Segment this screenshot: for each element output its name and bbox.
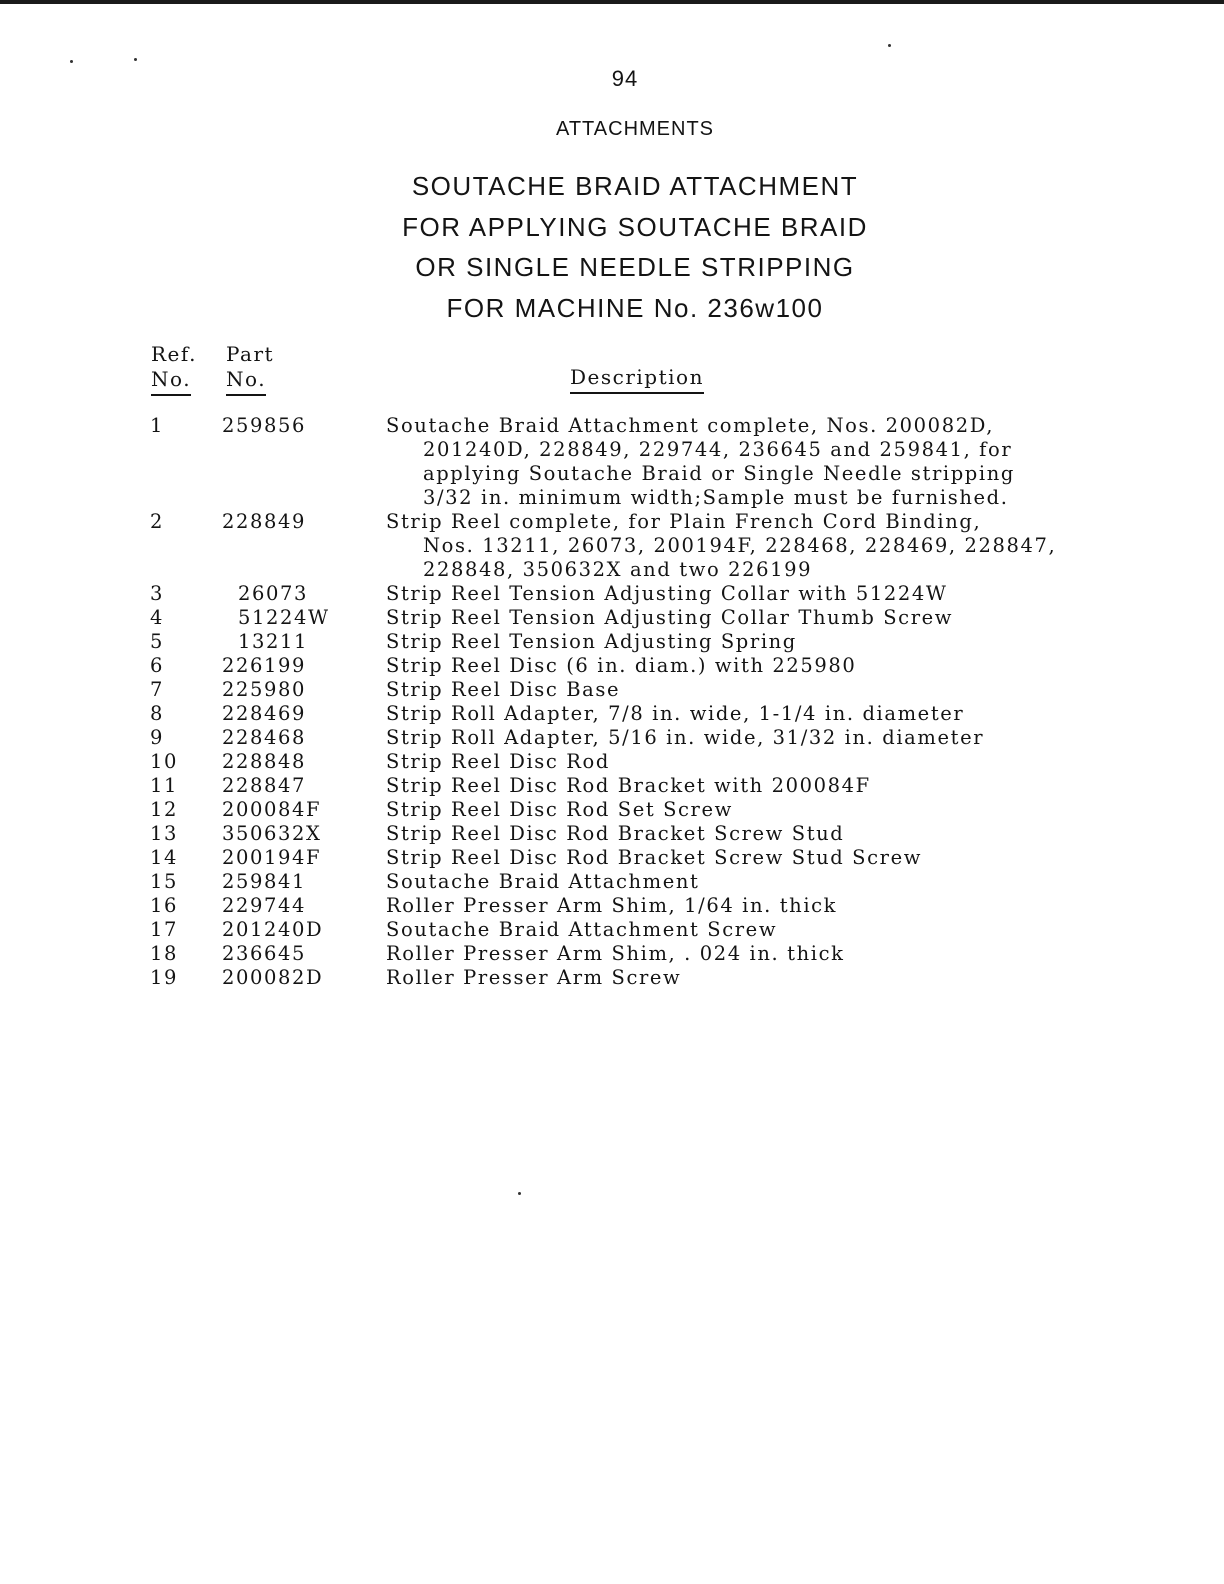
part-description: [386, 894, 1066, 918]
part-number: 225980: [222, 678, 307, 701]
table-row: [0, 918, 1224, 942]
ref-number: 5: [150, 630, 165, 653]
part-description: [386, 654, 1066, 678]
part-description: [386, 678, 1066, 702]
part-description: [386, 942, 1066, 966]
ref-number: 13: [150, 822, 179, 845]
description-line: Strip Roll Adapter, 7/8 in. wide, 1-1/4 in. diameter: [386, 702, 965, 725]
table-row: [0, 726, 1224, 750]
part-number: 228469: [222, 702, 307, 725]
description-line: Roller Presser Arm Screw: [386, 966, 682, 989]
table-row: [0, 414, 1224, 510]
table-row: [0, 630, 1224, 654]
part-description: [386, 822, 1066, 846]
description-line: Roller Presser Arm Shim, . 024 in. thick: [386, 942, 845, 965]
part-header-line2: No.: [226, 367, 266, 396]
part-description: [386, 606, 1066, 630]
ref-number: 15: [150, 870, 179, 893]
ref-number: 6: [150, 654, 165, 677]
ref-number: 10: [150, 750, 179, 773]
ref-number: 14: [150, 846, 179, 869]
description-column-header: [570, 365, 704, 394]
ref-number: 4: [150, 606, 165, 629]
part-number: 259841: [222, 870, 307, 893]
part-number: 201240D: [222, 918, 324, 941]
ref-no-column-header: [151, 342, 197, 396]
description-line: Strip Reel Tension Adjusting Spring: [386, 630, 797, 653]
table-row: [0, 654, 1224, 678]
description-line: Strip Reel Tension Adjusting Collar with 51224W: [386, 582, 948, 605]
ref-number: 7: [150, 678, 165, 701]
ref-number: 17: [150, 918, 179, 941]
title-line: OR SINGLE NEEDLE STRIPPING: [415, 252, 855, 282]
table-row: [0, 750, 1224, 774]
part-number: 236645: [222, 942, 307, 965]
part-description: [386, 414, 1066, 510]
ref-number: 2: [150, 510, 165, 533]
part-number: 228468: [222, 726, 307, 749]
ref-number: 19: [150, 966, 179, 989]
part-description: [386, 510, 1066, 582]
part-description: [386, 846, 1066, 870]
description-line: 201240D, 228849, 229744, 236645 and 259841, for: [423, 438, 1013, 461]
table-row: [0, 798, 1224, 822]
description-line: Strip Reel complete, for Plain French Cord Binding,: [386, 510, 982, 533]
table-row: [0, 966, 1224, 990]
part-number: 200082D: [222, 966, 324, 989]
description-line: Strip Reel Disc (6 in. diam.) with 225980: [386, 654, 857, 677]
part-description: [386, 750, 1066, 774]
part-number: 228847: [222, 774, 307, 797]
part-description: [386, 582, 1066, 606]
table-row: [0, 822, 1224, 846]
description-line: 228848, 350632X and two 226199: [423, 558, 813, 581]
part-number: 228848: [222, 750, 307, 773]
title-block: [330, 166, 940, 328]
page-number: 94: [611, 66, 639, 91]
part-number: 259856: [222, 414, 307, 437]
table-row: [0, 510, 1224, 582]
part-description: [386, 798, 1066, 822]
description-line: Strip Reel Disc Base: [386, 678, 621, 701]
scan-speck: [888, 44, 891, 47]
title-line: FOR MACHINE No. 236w100: [446, 292, 824, 323]
part-number: 229744: [222, 894, 307, 917]
table-row: [0, 582, 1224, 606]
table-row: [0, 702, 1224, 726]
part-number: 226199: [222, 654, 307, 677]
part-number: 350632X: [222, 822, 322, 845]
part-number: 200084F: [222, 798, 322, 821]
part-header-line1: Part: [226, 342, 275, 366]
table-row: [0, 942, 1224, 966]
scan-speck: [70, 60, 73, 63]
ref-number: 9: [150, 726, 165, 749]
table-row: [0, 894, 1224, 918]
scan-speck: [518, 1192, 521, 1195]
description-line: Strip Roll Adapter, 5/16 in. wide, 31/32 in. diameter: [386, 726, 985, 749]
table-row: [0, 774, 1224, 798]
part-description: [386, 918, 1066, 942]
part-description: [386, 870, 1066, 894]
part-no-column-header: [226, 342, 274, 396]
description-line: Roller Presser Arm Shim, 1/64 in. thick: [386, 894, 838, 917]
parts-list: [0, 414, 1224, 990]
description-line: Soutache Braid Attachment: [386, 870, 700, 893]
scan-speck: [134, 58, 137, 61]
part-description: [386, 774, 1066, 798]
description-line: Strip Reel Disc Rod Bracket with 200084F: [386, 774, 871, 797]
title-line: FOR APPLYING SOUTACHE BRAID: [402, 211, 868, 242]
scan-top-edge: [0, 0, 1224, 4]
table-row: [0, 606, 1224, 630]
part-description: [386, 966, 1066, 990]
ref-number: 12: [150, 798, 179, 821]
description-line: Strip Reel Disc Rod Bracket Screw Stud: [386, 822, 845, 845]
ref-number: 1: [150, 414, 165, 437]
part-number: 26073: [238, 582, 309, 605]
part-number: 228849: [222, 510, 307, 533]
title-line: SOUTACHE BRAID ATTACHMENT: [411, 171, 859, 201]
ref-header-line1: Ref.: [151, 342, 197, 366]
part-number: 13211: [238, 630, 309, 653]
description-line: Strip Reel Disc Rod Bracket Screw Stud Screw: [386, 846, 923, 869]
description-line: Nos. 13211, 26073, 200194F, 228468, 228469, 228847,: [423, 534, 1057, 557]
description-line: Strip Reel Disc Rod Set Screw: [386, 798, 733, 821]
ref-number: 8: [150, 702, 165, 725]
part-description: [386, 630, 1066, 654]
part-number: 51224W: [238, 606, 330, 629]
description-line: Soutache Braid Attachment complete, Nos. 200082D,: [386, 414, 995, 437]
description-header: Description: [570, 365, 704, 394]
table-row: [0, 846, 1224, 870]
part-description: [386, 702, 1066, 726]
ref-number: 11: [150, 774, 179, 797]
ref-number: 3: [150, 582, 165, 605]
description-line: Strip Reel Disc Rod: [386, 750, 610, 773]
description-line: Strip Reel Tension Adjusting Collar Thumb Screw: [386, 606, 954, 629]
part-number: 200194F: [222, 846, 322, 869]
section-heading: ATTACHMENTS: [555, 118, 715, 140]
description-line: Soutache Braid Attachment Screw: [386, 918, 778, 941]
table-row: [0, 870, 1224, 894]
table-row: [0, 678, 1224, 702]
description-line: applying Soutache Braid or Single Needle stripping: [423, 462, 1015, 485]
part-description: [386, 726, 1066, 750]
ref-header-line2: No.: [151, 367, 191, 396]
description-line: 3/32 in. minimum width;Sample must be furnished.: [423, 486, 1009, 509]
ref-number: 16: [150, 894, 179, 917]
ref-number: 18: [150, 942, 179, 965]
